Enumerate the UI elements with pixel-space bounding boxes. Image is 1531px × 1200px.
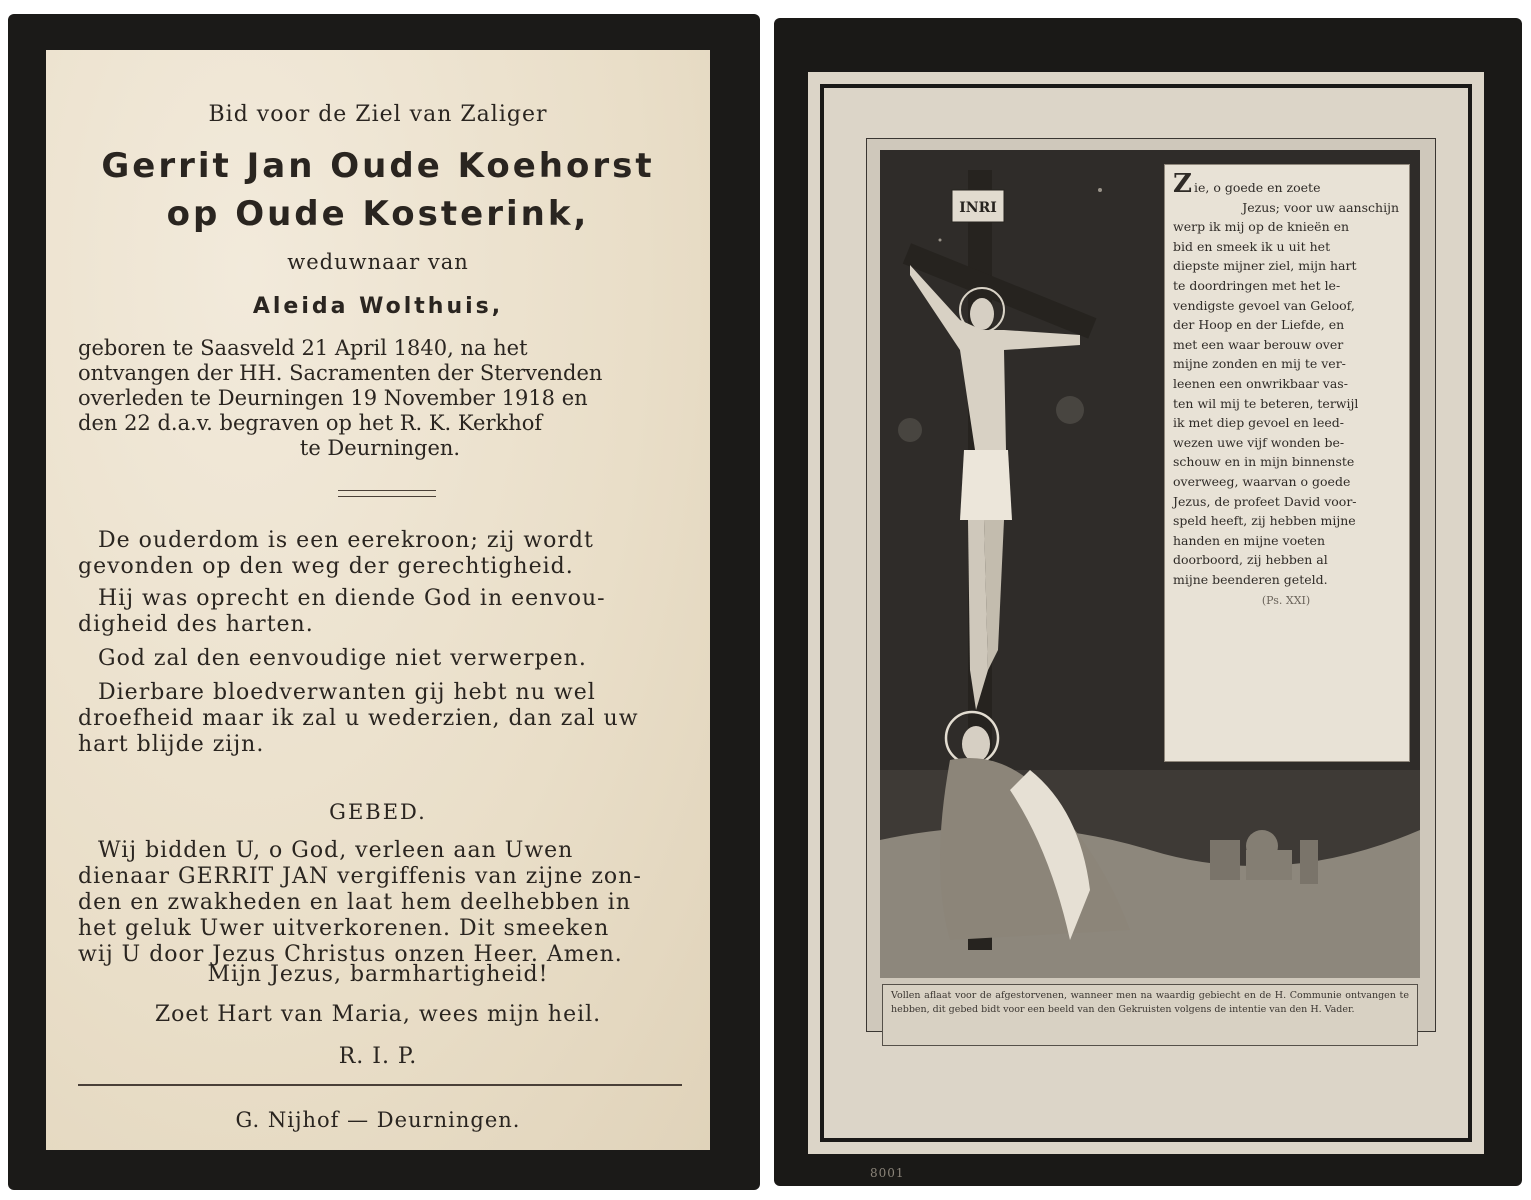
prayer-line: werp ik mij op de knieën en bbox=[1173, 219, 1350, 235]
prayer-line: ie, o goede en zoete bbox=[1193, 180, 1321, 195]
psalm-reference: (Ps. XXI) bbox=[1261, 594, 1311, 608]
prayer-text bbox=[1173, 169, 1399, 611]
verse-line: De ouderdom is een eerekroon; zij wordt bbox=[98, 528, 594, 553]
prayer-line: bid en smeek ik u uit het bbox=[1173, 238, 1331, 254]
verse-block-2 bbox=[78, 586, 682, 638]
rip-line: R. I. P. bbox=[338, 1044, 418, 1069]
spouse-name: Aleida Wolthuis, bbox=[252, 294, 504, 319]
prayer-line: ten wil mij te beteren, terwijl bbox=[1173, 395, 1359, 411]
invocation-line-2: Zoet Hart van Maria, wees mijn heil. bbox=[154, 1002, 602, 1027]
verse-line: God zal den eenvoudige niet verwerpen. bbox=[98, 646, 587, 671]
bio-line: ontvangen der HH. Sacramenten der Stervenden bbox=[78, 361, 603, 385]
widower-of-label: weduwnaar van bbox=[287, 250, 469, 274]
prayer-line: wij U door Jezus Christus onzen Heer. Amen. bbox=[78, 942, 623, 967]
bio-line: geboren te Saasveld 21 April 1840, na het bbox=[78, 336, 528, 360]
double-rule-divider bbox=[338, 490, 436, 497]
printer-credit: G. Nijhof — Deurningen. bbox=[235, 1108, 521, 1132]
print-code: 8001 bbox=[870, 1166, 905, 1180]
inri-text: INRI bbox=[959, 200, 997, 216]
prayer-prefix: Bid voor de Ziel van Zaliger bbox=[208, 102, 548, 127]
verse-line: Hij was oprecht en diende God in eenvou- bbox=[98, 586, 606, 611]
deceased-name: Gerrit Jan Oude Koehorst bbox=[101, 146, 655, 186]
prayer-line: leenen een onwrikbaar vas- bbox=[1173, 375, 1348, 391]
prayer-dropcap: Z bbox=[1173, 169, 1192, 199]
verse-line: Dierbare bloedverwanten gij hebt nu wel bbox=[98, 680, 596, 705]
prayer-line: schouw en in mijn binnenste bbox=[1173, 454, 1355, 470]
prayer-line: handen en mijne voeten bbox=[1173, 532, 1326, 548]
christ-head bbox=[970, 298, 994, 330]
bio-line: te Deurningen. bbox=[299, 436, 461, 460]
memorial-card-back bbox=[774, 18, 1522, 1186]
prayer-line: vendigste gevoel van Geloof, bbox=[1173, 297, 1355, 313]
verse-block-4 bbox=[78, 680, 682, 758]
card-front-paper bbox=[46, 50, 710, 1150]
prayer-line: dienaar GERRIT JAN vergiffenis van zijne zon- bbox=[78, 864, 642, 889]
biography-paragraph bbox=[78, 336, 682, 461]
indulgence-note: Vollen aflaat voor de afgestorvenen, wanneer men na waardig gebiecht en de H. Communie ontvangen te hebben, dit gebed bidt voor een beeld van den Gekruisten volgens de intentie van den H. Vader. bbox=[882, 984, 1418, 1046]
verse-line: hart blijde zijn. bbox=[78, 732, 265, 757]
prayer-line: der Hoop en der Liefde, en bbox=[1173, 317, 1345, 333]
prayer-line: diepste mijner ziel, mijn hart bbox=[1173, 258, 1357, 274]
footer-rule bbox=[78, 1084, 682, 1086]
prayer-line: overweeg, waarvan o goede bbox=[1173, 473, 1351, 489]
prayer-heading: GEBED. bbox=[329, 800, 427, 824]
prayer-line: speld heeft, zij hebben mijne bbox=[1173, 513, 1356, 529]
verse-block-3 bbox=[78, 646, 682, 672]
bio-line: den 22 d.a.v. begraven op het R. K. Kerkhof bbox=[78, 411, 543, 435]
prayer-line: Jezus; voor uw aanschijn bbox=[1242, 199, 1399, 215]
prayer-line: Jezus, de profeet David voor- bbox=[1173, 493, 1357, 509]
prayer-line: mijne zonden en mij te ver- bbox=[1173, 356, 1346, 372]
memorial-card-front bbox=[8, 14, 760, 1190]
verse-line: droefheid maar ik zal u wederzien, dan zal uw bbox=[78, 706, 639, 731]
deceased-name-suffix: op Oude Kosterink, bbox=[166, 194, 590, 234]
verse-block-1 bbox=[78, 528, 682, 580]
prayer-line: het geluk Uwer uitverkorenen. Dit smeeken bbox=[78, 916, 610, 941]
prayer-scroll bbox=[1164, 164, 1410, 762]
bio-line: overleden te Deurningen 19 November 1918 en bbox=[78, 386, 588, 410]
prayer-line: te doordringen met het le- bbox=[1173, 277, 1341, 293]
loincloth bbox=[960, 450, 1012, 520]
mary-head bbox=[962, 726, 990, 762]
prayer-line: den en zwakheden en laat hem deelhebben in bbox=[78, 890, 631, 915]
prayer-line: doorboord, zij hebben al bbox=[1173, 552, 1328, 568]
prayer-line: met een waar berouw over bbox=[1173, 336, 1344, 352]
invocation-line-1: Mijn Jezus, barmhartigheid! bbox=[207, 962, 549, 987]
prayer-line: Wij bidden U, o God, verleen aan Uwen bbox=[98, 838, 574, 863]
prayer-line: wezen uwe vijf wonden be- bbox=[1173, 434, 1345, 450]
verse-line: digheid des harten. bbox=[78, 612, 314, 637]
prayer-line: mijne beenderen geteld. bbox=[1173, 571, 1328, 587]
verse-line: gevonden op den weg der gerechtigheid. bbox=[78, 554, 574, 579]
card-back-paper bbox=[808, 72, 1484, 1154]
prayer-line: ik met diep gevoel en leed- bbox=[1173, 415, 1344, 431]
prayer-paragraph bbox=[78, 838, 682, 968]
